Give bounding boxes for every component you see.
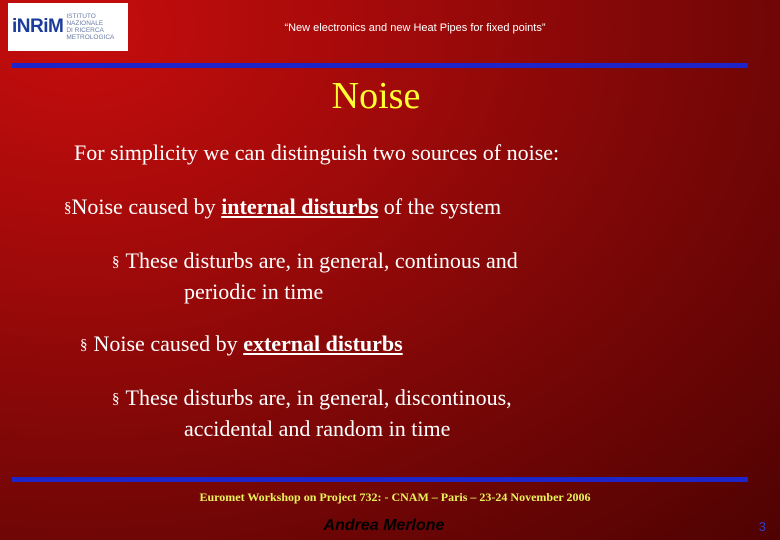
- bottom-divider: [12, 477, 748, 482]
- bullet-marker: §: [64, 200, 72, 216]
- top-divider: [12, 63, 748, 68]
- logo-mark: iNRiM: [12, 16, 64, 37]
- bullet-text: of the system: [378, 194, 502, 219]
- author-name: Andrea Merlone: [323, 517, 445, 534]
- logo-line: ISTITUTO: [66, 13, 96, 20]
- slide-title: Noise: [331, 75, 421, 117]
- logo-line: METROLOGICA: [66, 34, 115, 41]
- bullet-text: Noise caused by: [93, 331, 244, 356]
- bullet-text: Noise caused by: [71, 194, 222, 219]
- sub-bullet-line: periodic in time: [184, 279, 324, 304]
- sub-bullet-external: [112, 383, 512, 443]
- bullet-marker: §: [112, 391, 120, 407]
- logo-line: DI RICERCA: [66, 27, 104, 34]
- presentation-title: “New electronics and new Heat Pipes for fixed points”: [284, 22, 546, 34]
- page-number: 3: [758, 519, 766, 534]
- bullet-external-noise: [80, 329, 403, 360]
- bullet-emphasis: internal disturbs: [221, 194, 379, 219]
- intro-text: For simplicity we can distinguish two sources of noise:: [74, 140, 560, 165]
- footer-event: Euromet Workshop on Project 732: - CNAM – Paris – 23-24 November 2006: [199, 490, 591, 504]
- logo-line: NAZIONALE: [66, 20, 104, 27]
- sub-bullet-line: These disturbs are, in general, discontinous,: [125, 385, 512, 410]
- bullet-internal-noise: [64, 192, 501, 223]
- sub-bullet-line: accidental and random in time: [184, 416, 451, 441]
- sub-bullet-line: These disturbs are, in general, continous and: [125, 248, 518, 273]
- sub-bullet-internal: [112, 246, 518, 306]
- bullet-marker: §: [80, 337, 88, 353]
- bullet-marker: §: [112, 254, 120, 270]
- bullet-emphasis: external disturbs: [243, 331, 403, 356]
